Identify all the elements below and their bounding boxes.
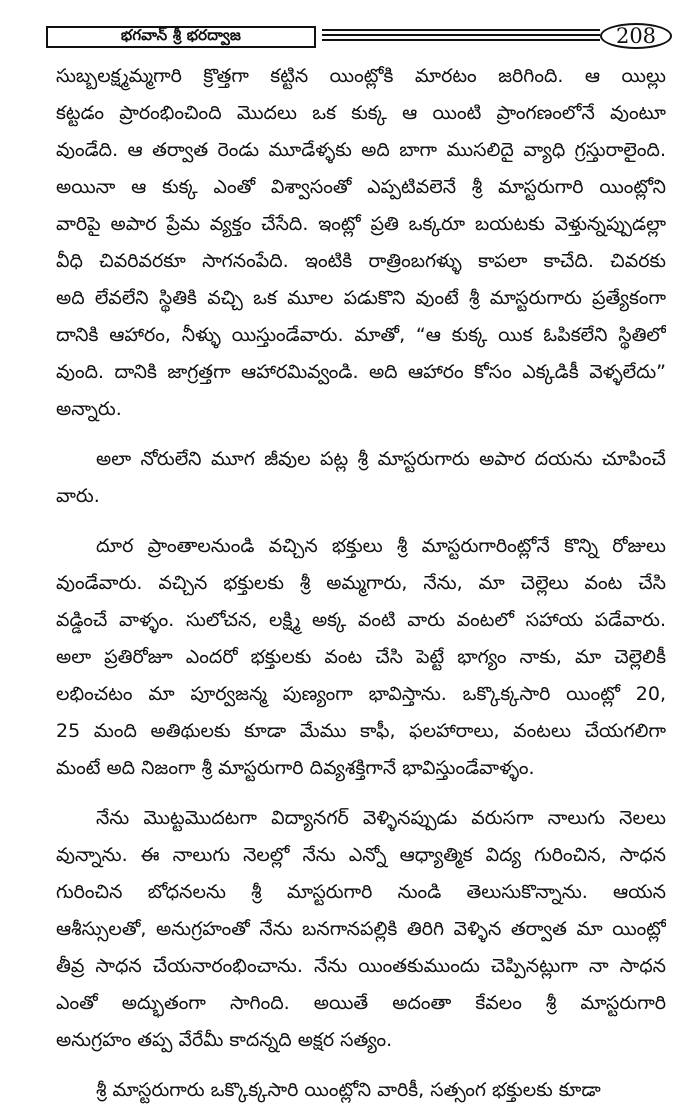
- text-line: దూర ప్రాంతాలనుండి వచ్చిన భక్తులు శ్రీ మాస్టరుగారింట్లోనే కొన్ని రోజులు: [96, 535, 666, 557]
- text-line: వారిపై అపార ప్రేమ వ్యక్తం చేసేది. ఇంట్లో ప్రతి ఒక్కరూ బయటకు వెళ్తున్నప్పుడల్లా: [56, 213, 666, 235]
- header-rules: [322, 29, 600, 45]
- body-text: [56, 58, 666, 1109]
- text-line: అనుగ్రహం తప్ప వేరేమీ కాదన్నది అక్షర సత్యం.: [56, 1029, 393, 1051]
- text-line: వీధి చివరివరకూ సాగనంపేది. ఇంటికి రాత్రింబగళ్ళు కాపలా కాచేది. చివరకు: [56, 250, 666, 272]
- text-line: ఆశీస్సులతో, అనుగ్రహంతో నేను బనగానపల్లికి తిరిగి వెళ్ళిన తర్వాత మా యింట్లో: [56, 918, 666, 940]
- text-line: వుండేవారు. వచ్చిన భక్తులకు శ్రీ అమ్మగారు, నేను, మా చెల్లెలు వంట చేసి: [56, 572, 666, 594]
- text-line: మంటే అది నిజంగా శ్రీ మాస్టరుగారి దివ్యశక్తిగానే భావిస్తుండేవాళ్ళం.: [56, 757, 535, 779]
- text-line: వారు.: [56, 485, 100, 507]
- text-line: నేను మొట్టమొదటగా విద్యానగర్ వెళ్ళినప్పుడు వరుసగా నాలుగు నెలలు: [96, 807, 666, 829]
- text-line: తీవ్ర సాధన చేయనారంభించాను. నేను యింతకుముందు చెప్పినట్లుగా నా సాధన: [56, 955, 666, 977]
- text-line: వుండేది. ఆ తర్వాత రెండు మూడేళ్ళకు అది బాగా ముసలిదై వ్యాధి గ్రస్తురాలైంది.: [56, 139, 666, 161]
- text-line: వున్నాను. ఈ నాలుగు నెలల్లో నేను ఎన్నో ఆధ్యాత్మిక విద్య గురించిన, సాధన: [56, 844, 666, 866]
- paragraph: [56, 58, 666, 428]
- book-title: భగవాన్ శ్రీ భరద్వాజ: [46, 26, 316, 48]
- page-number: 208: [600, 23, 672, 49]
- page-header: [46, 26, 672, 52]
- text-line: అలా ప్రతిరోజూ ఎందరో భక్తులకు వంట చేసి పెట్టే భాగ్యం నాకు, మా చెల్లెలికీ: [56, 646, 666, 668]
- text-line: కట్టడం ప్రారంభించింది మొదలు ఒక కుక్క ఆ యింటి ప్రాంగణంలోనే వుంటూ: [56, 102, 666, 124]
- paragraph: [56, 1072, 666, 1109]
- text-line: వుంది. దానికి జాగ్రత్తగా ఆహారమివ్వండి. అది ఆహారం కోసం ఎక్కడికీ వెళ్ళలేదు”: [56, 361, 666, 383]
- text-line: ఎంతో అద్భుతంగా సాగింది. అయితే అదంతా కేవలం శ్రీ మాస్టరుగారి: [56, 992, 666, 1014]
- paragraph: [56, 800, 666, 1059]
- paragraph: [56, 528, 666, 787]
- text-line: వడ్డించే వాళ్ళం. సులోచన, లక్ష్మి అక్క వంటి వారు వంటలో సహాయ పడేవారు.: [56, 609, 666, 631]
- text-line: 25 మంది అతిథులకు కూడా మేము కాఫీ, ఫలహారాలు, వంటలు చేయగలిగా: [56, 720, 666, 742]
- text-line: అలా నోరులేని మూగ జీవుల పట్ల శ్రీ మాస్టరుగారు అపార దయను చూపించే: [96, 448, 666, 470]
- text-line: గురించిన బోధనలను శ్రీ మాస్టరుగారి నుండి తెలుసుకొన్నాను. ఆయన: [56, 881, 666, 903]
- text-line: శ్రీ మాస్టరుగారు ఒక్కొక్కసారి యింట్లోని వారికీ, సత్సంగ భక్తులకు కూడా: [96, 1079, 601, 1101]
- text-line: దానికి ఆహారం, నీళ్ళు యిస్తుండేవారు. మాతో, “ఆ కుక్క యిక ఓపికలేని స్థితిలో: [56, 324, 666, 346]
- text-line: సుబ్బలక్ష్మమ్మగారి క్రొత్తగా కట్టిన యింట్లోకి మారటం జరిగింది. ఆ యిల్లు: [56, 65, 666, 87]
- text-line: అది లేవలేని స్థితికి వచ్చి ఒక మూల పడుకొని వుంటే శ్రీ మాస్టరుగారు ప్రత్యేకంగా: [56, 287, 666, 309]
- text-line: అయినా ఆ కుక్క ఎంతో విశ్వాసంతో ఎప్పటివలెనే శ్రీ మాస్టరుగారి యింట్లోని: [56, 176, 666, 198]
- paragraph: [56, 441, 666, 515]
- text-line: అన్నారు.: [56, 398, 122, 420]
- text-line: లభించటం మా పూర్వజన్మ పుణ్యంగా భావిస్తాను. ఒక్కొక్కసారి యింట్లో 20,: [56, 683, 666, 705]
